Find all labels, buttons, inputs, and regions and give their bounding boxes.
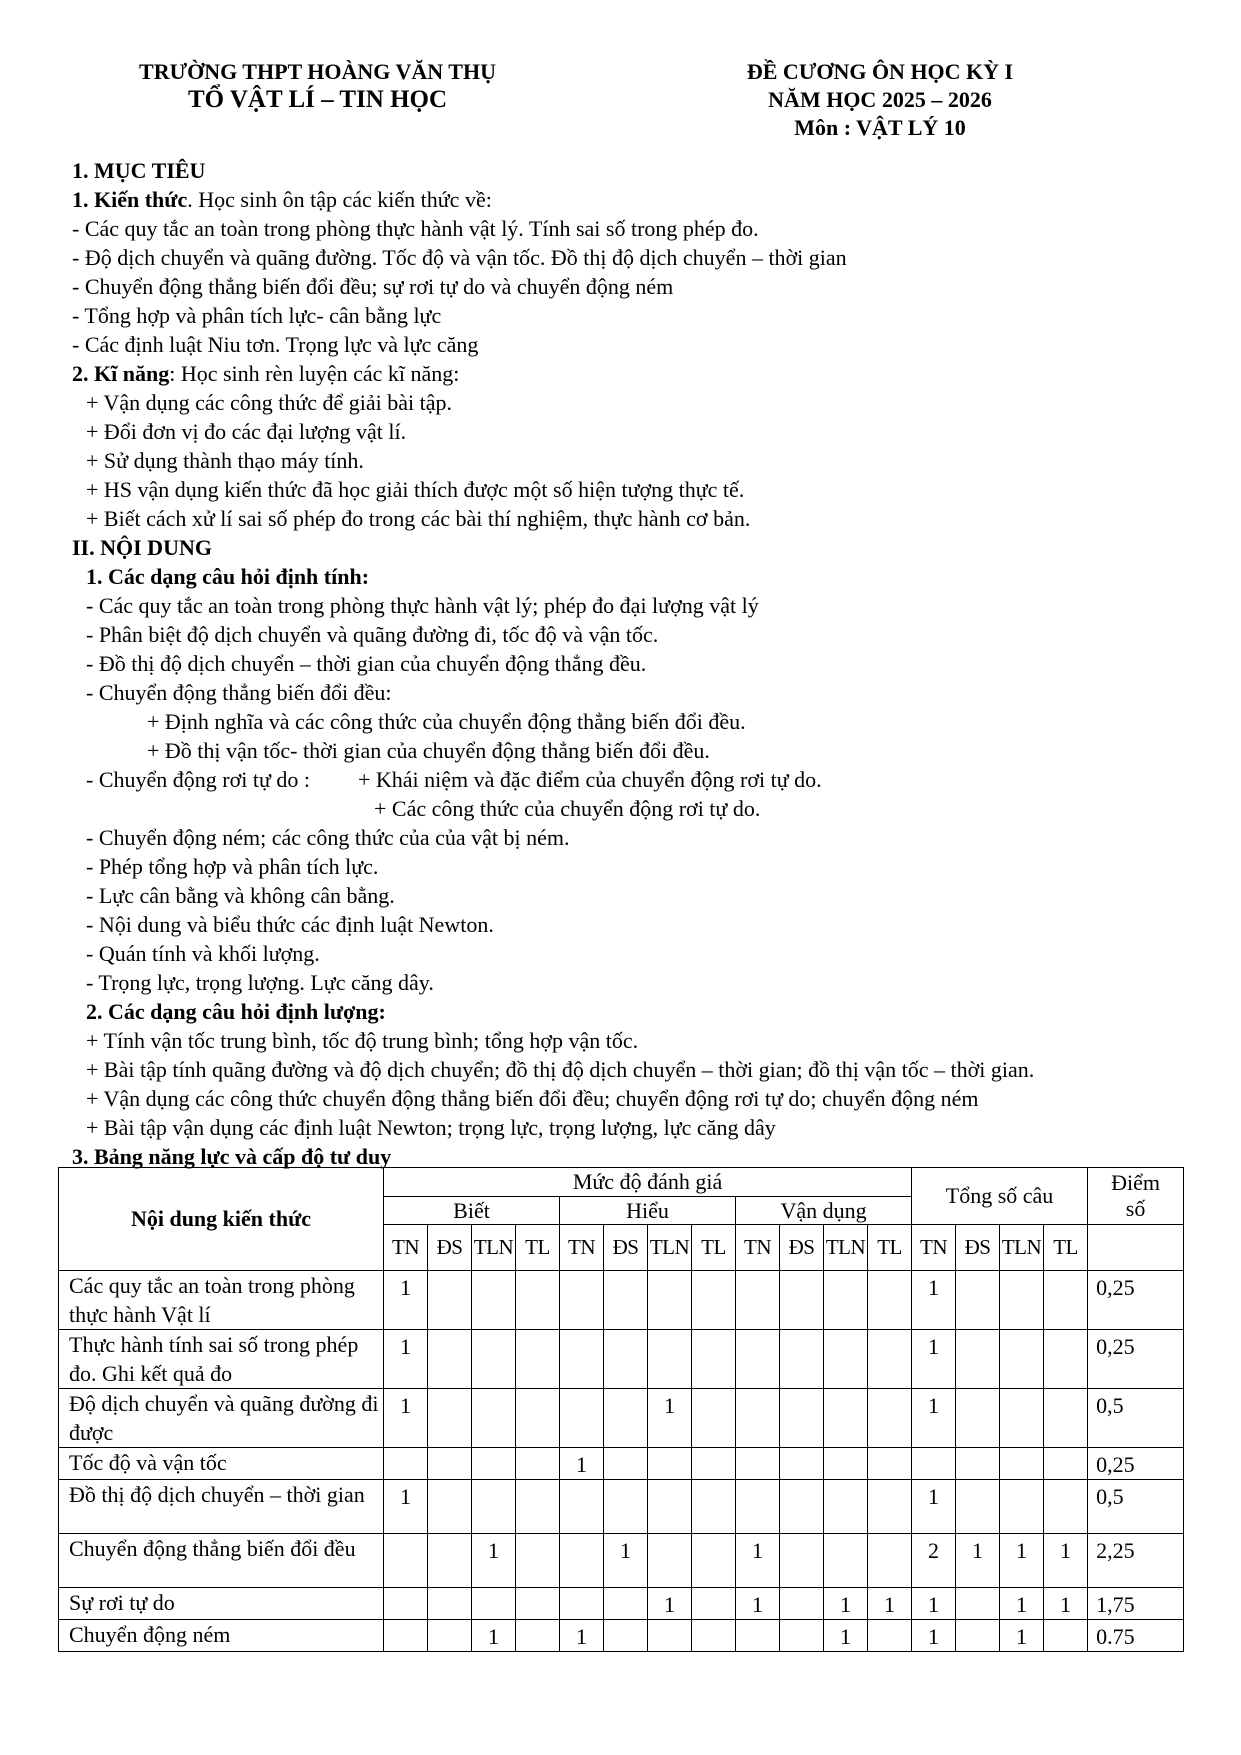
qualitative-item: - Phép tổng hợp và phân tích lực. [86,854,379,879]
count-cell [560,1480,604,1534]
count-cell: 1 [384,1389,428,1448]
count-cell: 1 [1000,1534,1044,1588]
qualitative-item: - Nội dung và biểu thức các định luật Newton. [86,912,494,937]
count-cell [428,1588,472,1620]
subheader-cell: TN [560,1225,604,1271]
count-cell: 1 [912,1389,956,1448]
count-cell [1000,1480,1044,1534]
header-group-know: Biết [384,1197,560,1225]
topic-cell: Độ dịch chuyển và quãng đường đi được [59,1389,384,1448]
qualitative-item: - Phân biệt độ dịch chuyển và quãng đường đi, tốc độ và vận tốc. [86,622,659,647]
qualitative-subitem: + Định nghĩa và các công thức của chuyển động thẳng biến đổi đều. [147,709,746,734]
count-cell [780,1480,824,1534]
count-cell [956,1588,1000,1620]
count-cell: 1 [912,1271,956,1330]
subheader-cell: TL [868,1225,912,1271]
count-cell: 1 [604,1534,648,1588]
count-cell [824,1448,868,1480]
count-cell [428,1620,472,1652]
count-cell [648,1480,692,1534]
count-cell [956,1448,1000,1480]
count-cell: 1 [736,1588,780,1620]
header-level: Mức độ đánh giá [384,1168,912,1197]
count-cell [736,1480,780,1534]
table-row [59,1330,1184,1389]
count-cell [1000,1448,1044,1480]
count-cell [516,1330,560,1389]
count-cell [428,1271,472,1330]
score-cell: 0,25 [1088,1330,1184,1389]
count-cell [780,1620,824,1652]
count-cell: 1 [868,1588,912,1620]
qualitative-item: - Đồ thị độ dịch chuyển – thời gian của chuyển động thẳng đều. [86,651,647,676]
count-cell [516,1480,560,1534]
count-cell [472,1480,516,1534]
count-cell: 1 [1000,1588,1044,1620]
count-cell: 1 [384,1271,428,1330]
count-cell [692,1389,736,1448]
count-cell [384,1620,428,1652]
subheader-score-blank [1088,1225,1184,1271]
subheader-cell: ĐS [956,1225,1000,1271]
count-cell: 1 [384,1330,428,1389]
score-cell: 2,25 [1088,1534,1184,1588]
count-cell [604,1330,648,1389]
subheader-cell: TLN [648,1225,692,1271]
count-cell [956,1620,1000,1652]
count-cell [868,1448,912,1480]
qualitative-item: - Trọng lực, trọng lượng. Lực căng dây. [86,970,434,995]
header-group-understand: Hiểu [560,1197,736,1225]
knowledge-item: - Các quy tắc an toàn trong phòng thực hành vật lý. Tính sai số trong phép đo. [72,216,759,241]
qualitative-item: - Các quy tắc an toàn trong phòng thực hành vật lý; phép đo đại lượng vật lý [86,593,759,618]
count-cell [956,1271,1000,1330]
topic-cell: Đồ thị độ dịch chuyển – thời gian [59,1480,384,1534]
document-header [680,58,1080,142]
count-cell [824,1480,868,1534]
count-cell [384,1534,428,1588]
table-title: 3. Bảng năng lực và cấp độ tư duy [72,1144,392,1169]
count-cell [1000,1271,1044,1330]
count-cell [780,1271,824,1330]
count-cell [428,1330,472,1389]
count-cell [516,1271,560,1330]
skills-item: + HS vận dụng kiến thức đã học giải thích được một số hiện tượng thực tế. [86,477,745,502]
count-cell [1044,1480,1088,1534]
subheader-cell: TL [516,1225,560,1271]
count-cell [516,1588,560,1620]
count-cell: 1 [648,1588,692,1620]
count-cell [824,1271,868,1330]
section-content-title: II. NỘI DUNG [72,535,212,560]
count-cell [560,1271,604,1330]
count-cell [780,1448,824,1480]
subheader-cell: TN [384,1225,428,1271]
count-cell [428,1389,472,1448]
count-cell [780,1330,824,1389]
count-cell: 1 [912,1480,956,1534]
topic-cell: Thực hành tính sai số trong phép đo. Ghi kết quả đo [59,1330,384,1389]
table-row [59,1588,1184,1620]
skills-heading [72,359,1202,388]
header-score-line1: Điểm [1111,1170,1160,1195]
count-cell: 1 [912,1330,956,1389]
school-year: NĂM HỌC 2025 – 2026 [768,87,992,112]
count-cell [824,1330,868,1389]
freefall-label: - Chuyển động rơi tự do : [86,767,310,792]
count-cell [868,1389,912,1448]
count-cell [692,1271,736,1330]
count-cell [560,1588,604,1620]
count-cell [604,1389,648,1448]
subheader-cell: TL [1044,1225,1088,1271]
count-cell [1044,1448,1088,1480]
count-cell: 1 [956,1534,1000,1588]
header-score-line2: số [1125,1196,1146,1221]
table-row [59,1389,1184,1448]
document-body [72,156,1202,1171]
quantitative-item: + Vận dụng các công thức chuyển động thẳng biến đổi đều; chuyển động rơi tự do; chuyển động ném [86,1086,979,1111]
count-cell [868,1534,912,1588]
count-cell [692,1534,736,1588]
skills-item: + Biết cách xử lí sai số phép đo trong các bài thí nghiệm, thực hành cơ bản. [86,506,751,531]
count-cell [1044,1620,1088,1652]
qualitative-item: - Chuyển động thẳng biến đổi đều: [86,680,392,705]
skills-intro: : Học sinh rèn luyện các kĩ năng: [169,361,460,386]
table-row [59,1620,1184,1652]
count-cell [736,1448,780,1480]
freefall-subitem: + Các công thức của chuyển động rơi tự do. [374,796,761,821]
count-cell [648,1620,692,1652]
count-cell [736,1620,780,1652]
topic-cell: Sự rơi tự do [59,1588,384,1620]
count-cell: 1 [648,1389,692,1448]
score-cell: 0.75 [1088,1620,1184,1652]
count-cell: 1 [472,1534,516,1588]
topic-cell: Chuyển động thẳng biến đổi đều [59,1534,384,1588]
count-cell [692,1588,736,1620]
subheader-cell: TN [912,1225,956,1271]
count-cell [472,1330,516,1389]
qualitative-subitem: + Đồ thị vận tốc- thời gian của chuyển động thẳng biến đổi đều. [147,738,710,763]
table-row [59,1480,1184,1534]
quantitative-item: + Tính vận tốc trung bình, tốc độ trung bình; tổng hợp vận tốc. [86,1028,639,1053]
count-cell [868,1271,912,1330]
skills-label: 2. Kĩ năng [72,361,170,386]
subheader-cell: TLN [824,1225,868,1271]
count-cell [956,1480,1000,1534]
count-cell [956,1389,1000,1448]
count-cell [604,1448,648,1480]
count-cell [868,1330,912,1389]
qualitative-item: - Quán tính và khối lượng. [86,941,320,966]
score-cell: 0,25 [1088,1448,1184,1480]
count-cell [472,1389,516,1448]
knowledge-intro: . Học sinh ôn tập các kiến thức về: [187,187,492,212]
knowledge-item: - Độ dịch chuyển và quãng đường. Tốc độ và vận tốc. Đồ thị độ dịch chuyển – thời gian [72,245,847,270]
matrix-body [59,1271,1184,1652]
count-cell [956,1330,1000,1389]
count-cell [604,1620,648,1652]
count-cell [516,1620,560,1652]
count-cell [560,1330,604,1389]
count-cell: 1 [1044,1588,1088,1620]
table-row [59,1534,1184,1588]
section-objectives-title: 1. MỤC TIÊU [72,158,206,183]
subheader-cell: TN [736,1225,780,1271]
count-cell: 1 [384,1480,428,1534]
count-cell [604,1588,648,1620]
count-cell [648,1448,692,1480]
count-cell [692,1480,736,1534]
count-cell [868,1620,912,1652]
count-cell [824,1389,868,1448]
count-cell: 1 [824,1588,868,1620]
department-name: TỔ VẬT LÍ – TIN HỌC [187,86,448,113]
count-cell [384,1448,428,1480]
qualitative-item: - Chuyển động ném; các công thức của của vật bị ném. [86,825,570,850]
knowledge-label: 1. Kiến thức [72,187,188,212]
count-cell: 1 [912,1620,956,1652]
subheader-cell: ĐS [428,1225,472,1271]
topic-cell: Chuyển động ném [59,1620,384,1652]
count-cell [516,1389,560,1448]
count-cell [560,1534,604,1588]
count-cell [780,1534,824,1588]
subheader-cell: TLN [1000,1225,1044,1271]
count-cell: 1 [912,1588,956,1620]
skills-item: + Đổi đơn vị đo các đại lượng vật lí. [86,419,407,444]
count-cell [428,1534,472,1588]
knowledge-item: - Chuyển động thẳng biến đổi đều; sự rơi tự do và chuyển động ném [72,274,674,299]
count-cell: 1 [472,1620,516,1652]
count-cell: 1 [560,1448,604,1480]
quantitative-title: 2. Các dạng câu hỏi định lượng: [86,999,386,1024]
count-cell [912,1448,956,1480]
count-cell: 1 [1044,1534,1088,1588]
freefall-subitem: + Khái niệm và đặc điểm của chuyển động rơi tự do. [358,767,822,792]
school-name: TRƯỜNG THPT HOÀNG VĂN THỤ [139,59,496,84]
count-cell [384,1588,428,1620]
subheader-cell: ĐS [604,1225,648,1271]
competency-matrix-table [58,1167,1184,1652]
count-cell [1000,1330,1044,1389]
quantitative-item: + Bài tập vận dụng các định luật Newton; trọng lực, trọng lượng, lực căng dây [86,1115,776,1140]
document-title: ĐỀ CƯƠNG ÔN HỌC KỲ I [746,59,1014,84]
count-cell [516,1534,560,1588]
knowledge-item: - Các định luật Niu tơn. Trọng lực và lực căng [72,332,479,357]
count-cell [692,1330,736,1389]
count-cell: 1 [1000,1620,1044,1652]
freefall-item [72,765,1202,794]
subject: Môn : VẬT LÝ 10 [794,115,966,140]
count-cell [560,1389,604,1448]
count-cell: 1 [824,1620,868,1652]
count-cell [780,1389,824,1448]
count-cell [472,1588,516,1620]
topic-cell: Tốc độ và vận tốc [59,1448,384,1480]
school-header [95,58,540,114]
count-cell [1044,1330,1088,1389]
knowledge-item: - Tổng hợp và phân tích lực- cân bằng lực [72,303,442,328]
score-cell: 0,5 [1088,1389,1184,1448]
count-cell [1044,1271,1088,1330]
count-cell [604,1480,648,1534]
header-total: Tổng số câu [912,1168,1088,1225]
count-cell [692,1620,736,1652]
skills-item: + Sử dụng thành thạo máy tính. [86,448,364,473]
table-row [59,1448,1184,1480]
count-cell [428,1448,472,1480]
subheader-cell: TL [692,1225,736,1271]
topic-cell: Các quy tắc an toàn trong phòng thực hành Vật lí [59,1271,384,1330]
count-cell [648,1330,692,1389]
subheader-cell: ĐS [780,1225,824,1271]
knowledge-heading [72,185,1202,214]
table-row [59,1271,1184,1330]
count-cell [1044,1389,1088,1448]
score-cell: 0,5 [1088,1480,1184,1534]
count-cell [868,1480,912,1534]
qualitative-item: - Lực cân bằng và không cân bằng. [86,883,395,908]
subheader-cell: TLN [472,1225,516,1271]
score-cell: 1,75 [1088,1588,1184,1620]
qualitative-title: 1. Các dạng câu hỏi định tính: [86,564,370,589]
header-group-apply: Vận dụng [736,1197,912,1225]
header-content: Nội dung kiến thức [59,1168,384,1271]
header-score [1088,1168,1184,1225]
count-cell [736,1330,780,1389]
count-cell [604,1271,648,1330]
count-cell [824,1534,868,1588]
count-cell [648,1534,692,1588]
skills-item: + Vận dụng các công thức để giải bài tập. [86,390,453,415]
count-cell [736,1389,780,1448]
count-cell: 1 [736,1534,780,1588]
count-cell [516,1448,560,1480]
count-cell [648,1271,692,1330]
quantitative-item: + Bài tập tính quãng đường và độ dịch chuyển; đồ thị độ dịch chuyển – thời gian; đồ thị vận tốc – thời gian. [86,1057,1035,1082]
score-cell: 0,25 [1088,1271,1184,1330]
count-cell [472,1448,516,1480]
count-cell: 2 [912,1534,956,1588]
count-cell [472,1271,516,1330]
count-cell [736,1271,780,1330]
count-cell: 1 [560,1620,604,1652]
count-cell [780,1588,824,1620]
count-cell [692,1448,736,1480]
count-cell [1000,1389,1044,1448]
count-cell [428,1480,472,1534]
